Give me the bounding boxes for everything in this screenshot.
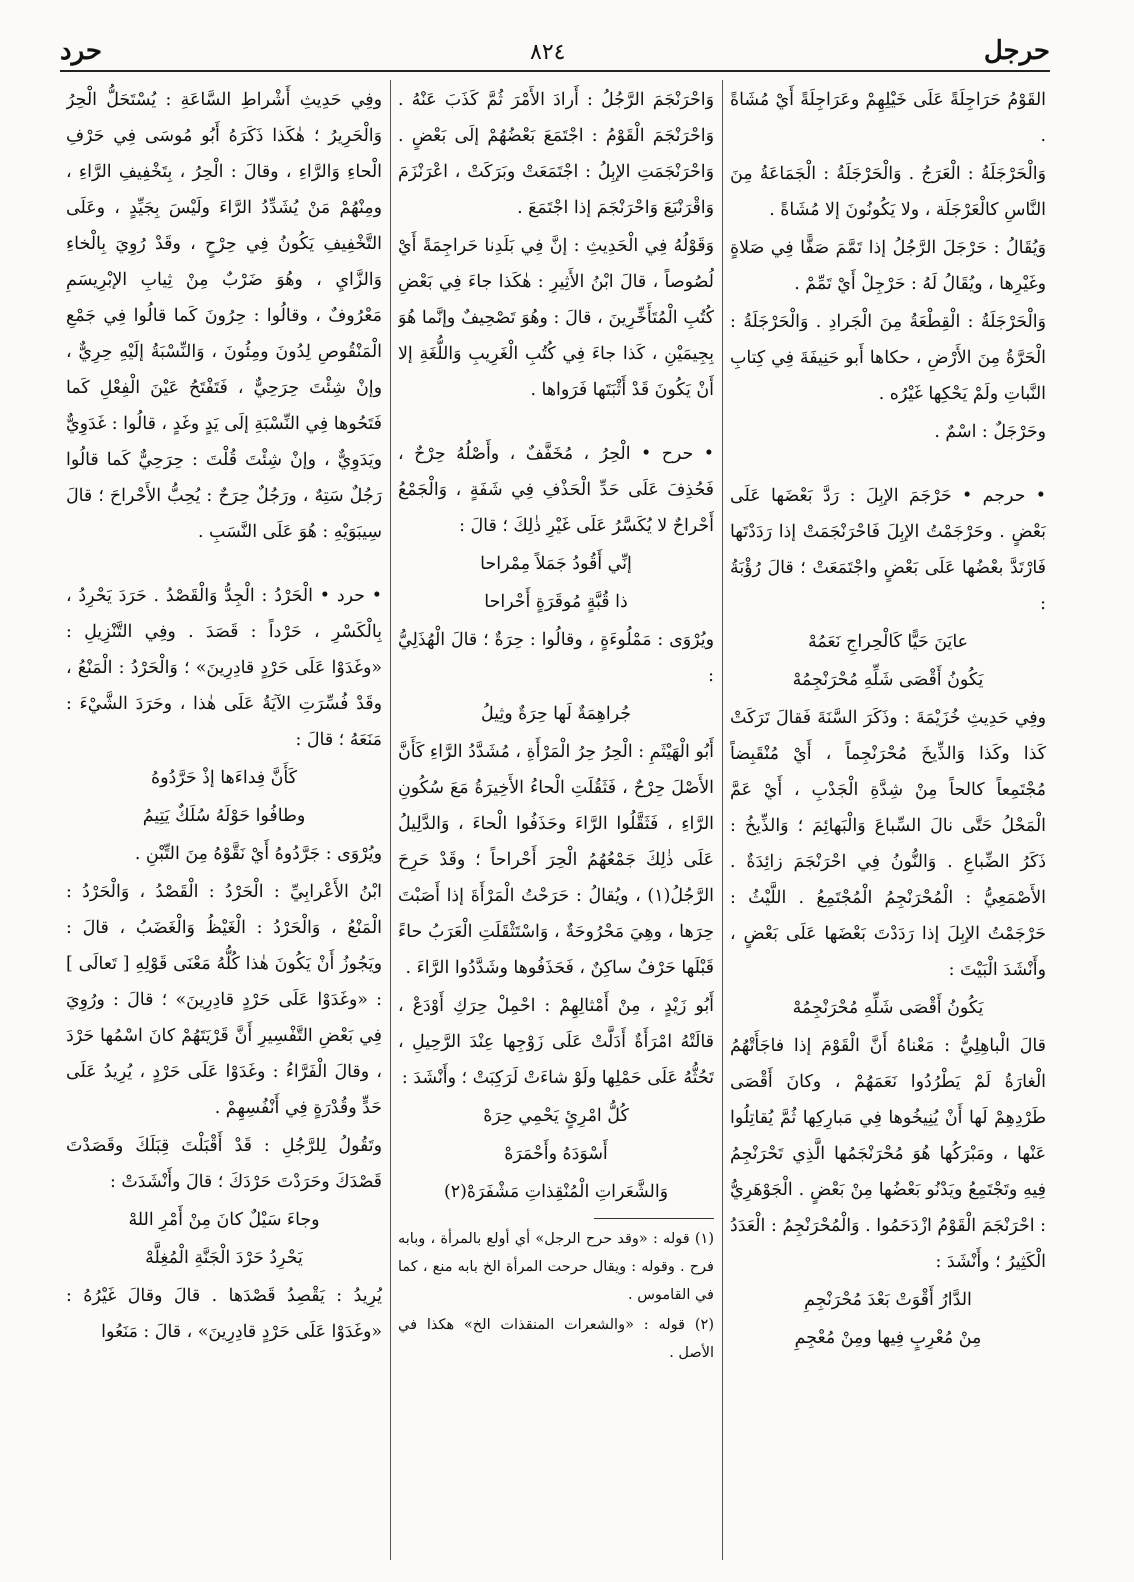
verse-line: عايَنَ حَيًّا كَالْحِراجِ نَعَمُهْ bbox=[808, 632, 968, 652]
entry-harad: • حرد • الْحَرْدُ : الْجِدُّ وَالْقَصْدُ . حَرَدَ يَحْرِدُ ، بِالْكَسْرِ ، حَرْداً : قَصَدَ . وفِي التَّنْزِيلِ : «وغَدَوْا عَلَى حَرْدٍ قادِرِينَ» ؛ وَالْحَرْدُ : الْمَنْعُ ، وقَدْ فُسِّرَتِ الآيَةُ عَلَى هٰذا ، وحَرَدَ الشَّيْءَ : مَنَعَهُ ؛ قالَ : bbox=[66, 586, 382, 750]
column-right bbox=[730, 82, 1046, 1572]
paragraph: وَاحْرَنْجَمَ الرَّجُلُ : أَرادَ الأَمْرَ ثُمَّ كَذَبَ عَنْهُ . وَاحْرَنْجَمَ الْقَوْمُ : اجْتَمَعَ بَعْضُهُمْ إلَى بَعْضٍ . وَاحْرَنْجَمَتِ الإبِلُ : اجْتَمَعَتْ وبَرَكَتْ ، اعْرَنْزَمَ وَاقْرَنْبَعَ وَاحْرَنْجَمَ إذا اجْتَمَعَ . bbox=[398, 90, 714, 218]
verse-line: يَحْرِدُ حَرْدَ الْجَنَّةِ الْمُغِلَّهْ bbox=[145, 1248, 303, 1268]
verse-line: يَكُونُ أَقْصَى شَلِّهِ مُحْرَنْجِمُهْ bbox=[792, 998, 984, 1018]
verse-line: يَكُونُ أَقْصَى شَلِّهِ مُحْرَنْجِمُهْ bbox=[792, 670, 984, 690]
paragraph: ويُرْوَى : مَمْلُوءَةٍ ، وقالُوا : حِرَةٌ ؛ قالَ الْهُذَلِيُّ : bbox=[398, 630, 714, 686]
paragraph: وَقَوْلُهُ فِي الْحَدِيثِ : إنَّ فِي بَلَدِنا حَراجِمَةً أَيْ لُصُوصاً ، قالَ ابْنُ الأَثِيرِ : هٰكَذا جاءَ فِي بَعْضِ كُتُبِ الْمُتَأَخِّرِينَ ، قالَ : وهُوَ تَصْحِيفٌ وإنَّما هُوَ بِجِيمَيْنِ ، كَذا جاءَ فِي كُتُبِ الْغَرِيبِ وَاللُّغَةِ إلا أَنْ يَكُونَ قَدْ أَثْبَتَها فَرَواها . bbox=[398, 236, 714, 400]
verse-line: كُلُّ امْرِئٍ يَحْمِي حِرَهْ bbox=[483, 1106, 629, 1126]
column-left bbox=[66, 82, 382, 1572]
paragraph: وَيُقَالُ : حَرْجَلَ الرَّجُلُ إذا تَمَّمَ صَفًّا فِي صَلاةٍ وغَيْرِها ، ويُقَالُ لَهُ : حَرْجِلْ أَيْ تَمِّمْ . bbox=[730, 238, 1046, 294]
paragraph: ابْنُ الأَعْرابِيِّ : الْحَرْدُ : الْقَصْدُ ، وَالْحَرْدُ : الْمَنْعُ ، وَالْحَرْدُ : الْغَيْظُ وَالْغَضَبُ ، قالَ : ويَجُوزُ أَنْ يَكُونَ هٰذا كُلُّهُ مَعْنَى قَوْلِهِ [ تَعالَى ] : «وغَدَوْا عَلَى حَرْدٍ قادِرِينَ» ؛ قالَ : ورُوِيَ فِي بَعْضِ التَّفْسِيرِ أَنَّ قَرْيَتَهُمْ كانَ اسْمُها حَرْدَ ، وقالَ الْفَرَّاءُ : وغَدَوْا عَلَى حَرْدٍ ، يُرِيدُ عَلَى حَدٍّ وقُدْرَةٍ فِي أَنْفُسِهِمْ . bbox=[66, 882, 382, 1118]
paragraph: أَبُو الْهَيْثَمِ : الْحِرُ حِرُ الْمَرْأَةِ ، مُشَدَّدُ الرَّاءِ كَأَنَّ الأَصْلَ حِرْحٌ ، فَثَقُلَتِ الْحاءُ الأَخِيرَةُ مَعَ سُكُونِ الرَّاءِ ، فَثَقَّلُوا الرَّاءَ وحَذَفُوا الْحاءَ ، وَالدَّلِيلُ عَلَى ذٰلِكَ جَمْعُهُمُ الْحِرَ أَحْراحاً ؛ وقَدْ حَرِحَ الرَّجُلُ(١) ، ويُقالُ : حَرَحْتُ الْمَرْأَةَ إذا أَصَبْتَ حِرَها ، وهِيَ مَحْرُوحَةٌ ، وَاسْتَثْقَلَتِ الْعَرَبُ حاءً قَبْلَها حَرْفٌ ساكِنٌ ، فَحَذَفُوها وشَدَّدُوا الرَّاءَ . bbox=[398, 742, 714, 978]
column-divider bbox=[390, 80, 391, 1560]
headword-left: حرد bbox=[60, 36, 102, 66]
verse-line: وَالشَّعَراتِ الْمُنْقِذاتِ مَشْفَرَهْ(٢) bbox=[443, 1182, 669, 1202]
footnote-rule bbox=[594, 1218, 714, 1219]
paragraph: وحَرْجَلٌ : اسْمٌ . bbox=[934, 422, 1046, 442]
header-rule bbox=[60, 70, 1050, 72]
verse-line: الدَّارُ أَقْوَتْ بَعْدَ مُحْرَنْجِمِ bbox=[804, 1290, 972, 1310]
verse-line: أَسْوَدَهُ وأَحْمَرَهْ bbox=[504, 1144, 608, 1164]
verse-line: مِنْ مُعْرِبٍ فِيها ومِنْ مُعْجِمِ bbox=[794, 1328, 982, 1348]
verse-line: وطافُوا حَوْلَهُ سُلَكٌ يَتِيمُ bbox=[142, 806, 306, 826]
paragraph: أَبُو زَيْدٍ ، مِنْ أَمْثالِهِمْ : احْمِلْ حِرَكِ أَوْدَعْ ، قالَتْهُ امْرَأَةٌ أَدَلَّتْ عَلَى زَوْجِها عِنْدَ الرَّحِيلِ ، تَحُثُّهُ عَلَى حَمْلِها ولَوْ شاءَتْ لَرَكِبَتْ ؛ وأَنْشَدَ : bbox=[398, 996, 714, 1088]
column-divider bbox=[722, 80, 723, 1560]
paragraph: وَالْحَرْجَلَةُ : الْقِطْعَةُ مِنَ الْجَرادِ . وَالْحَرْجَلَةُ : الْحَرَّةُ مِنَ الأَرْضِ ، حكاها أَبو حَنِيفَةَ فِي كِتابِ النَّباتِ ولَمْ يَحْكِها غَيْرُه . bbox=[730, 312, 1046, 404]
footnote: (٢) قوله : «والشعرات المنقذات الخ» هكذا في الأصل . bbox=[398, 1317, 714, 1361]
page-header bbox=[60, 30, 1050, 70]
verse-line: جُراهِمَةٌ لَها حِرَةٌ وثِيلُ bbox=[480, 704, 632, 724]
paragraph: وفِي حَدِيثِ خُزَيْمَةَ : وذَكَرَ السَّنَةَ فَقالَ تَرَكَتْ كَذا وكَذا وَالذِّيخَ مُحْرَنْجِماً ، أَيْ مُنْقَبِضاً مُجْتَمِعاً كالحاً مِنْ شِدَّةِ الْجَدْبِ ، أَيْ عَمَّ الْمَحْلُ حَتَّى نالَ السِّباعَ وَالْبَهائِمَ ؛ وَالذِّيخُ : ذَكَرُ الضِّباعِ . وَالنُّونُ فِي احْرَنْجَمَ زائِدَةٌ . الأَصْمَعِيُّ : الْمُحْرَنْجِمُ الْمُجْتَمِعُ . اللَّيْثُ : حَرْجَمْتُ الإبِلَ إذا رَدَدْتَ بَعْضَها عَلَى بَعْضٍ ، وأَنْشَدَ الْبَيْتَ : bbox=[730, 708, 1046, 980]
paragraph: قالَ الْباهِلِيُّ : مَعْناهُ أَنَّ الْقَوْمَ إذا فاجَأَتْهُمُ الْغارَةُ لَمْ يَطْرُدُوا نَعَمَهُمْ ، وكانَ أَقْصَى طَرْدِهِمْ لَها أَنْ يُنِيخُوها فِي مَبارِكِها ثُمَّ يُقاتِلُوا عَنْها ، ومَبْرَكُها هُوَ مُحْرَنْجَمُها الَّذِي تَحْرَنْجِمُ فِيهِ وتَجْتَمِعُ ويَدْنُو بَعْضُها مِنْ بَعْضٍ . الْجَوْهَرِيُّ : احْرَنْجَمَ الْقَوْمُ ازْدَحَمُوا . وَالْمُحْرَنْجِمُ : الْعَدَدُ الْكَثِيرُ ؛ وأَنْشَدَ : bbox=[730, 1036, 1046, 1272]
paragraph: يُرِيدُ : يَقْصِدُ قَصْدَها . قالَ وقالَ غَيْرُهُ : «وغَدَوْا عَلَى حَرْدٍ قادِرِينَ» ، قالَ : مَنَعُوا bbox=[66, 1286, 382, 1342]
verse-line: ذا قُبَّةٍ مُوقَرَةٍ أَحْراحا bbox=[484, 592, 628, 612]
column-middle bbox=[398, 82, 714, 1572]
paragraph: وفِي حَدِيثِ أَشْراطِ السَّاعَةِ : يُسْتَحَلُّ الْحِرُ وَالْحَرِيرُ ؛ هٰكَذا ذَكَرَهُ أَبُو مُوسَى فِي حَرْفِ الْحاءِ وَالرَّاءِ ، وقالَ : الْحِرُ ، بِتَخْفِيفِ الرَّاءِ ، ومِنْهُمْ مَنْ يُشَدِّدُ الرَّاءَ ولَيْسَ بِجَيِّدٍ ، وعَلَى التَّخْفِيفِ يَكُونُ فِي حِرْحٍ ، وقَدْ رُوِيَ بِالْخاءِ وَالزَّايِ ، وهُوَ ضَرْبٌ مِنْ ثِيابِ الإبْرِيسَمِ مَعْرُوفٌ ، وقالُوا : حِرُونَ كَما قالُوا فِي جَمْعِ الْمَنْقُوصِ لِدُونَ ومِئُونَ ، وَالنِّسْبَةُ إلَيْهِ حِرِيٌّ ، وإنْ شِئْتَ حِرَحِيٌّ ، فَتَفْتَحُ عَيْنَ الْفِعْلِ كَما فَتَحُوها فِي النِّسْبَةِ إلَى يَدٍ وغَدٍ ، قالُوا : غَدَوِيٌّ ويَدَوِيٌّ ، وإنْ شِئْتَ قُلْتَ : حِرَحِيٌّ كَما قالُوا رَجُلٌ سَتِهٌ ، ورَجُلٌ حِرَحٌ : يُحِبُّ الأَحْراحَ ؛ قالَ سِيبَوَيْهِ : هُوَ عَلَى النَّسَبِ . bbox=[66, 90, 382, 542]
verse-line: كَأَنَّ فِداءَها إذْ حَرَّدُوهُ bbox=[150, 768, 298, 788]
page-number: ٨٢٤ bbox=[530, 40, 566, 65]
entry-harjam: • حرجم • حَرْجَمَ الإبِلَ : رَدَّ بَعْضَها عَلَى بَعْضٍ . وحَرْجَمْتُ الإبِلَ فَاحْرَنْجَمَتْ إذا رَدَدْتَها فَارْتَدَّ بعْضُها عَلَى بَعْضٍ واجْتَمَعَتْ ؛ قالَ رُؤْبَةُ : bbox=[730, 486, 1046, 614]
paragraph: ويُرْوَى : جَرَّدُوهُ أَيْ نَقَّوْهُ مِنَ التِّبْنِ . bbox=[134, 844, 382, 864]
verse-line: وجاءَ سَيْلٌ كانَ مِنْ أَمْرِ اللهْ bbox=[128, 1210, 320, 1230]
footnote: (١) قوله : «وقد حرح الرجل» أي أولع بالمرأة ، وبابه فرح . وقوله : ويقال حرحت المرأة الخ بابه منع ، كما في القاموس . bbox=[398, 1231, 714, 1303]
verse-line: إنِّي أَقُودُ جَمَلاً مِمْراحا bbox=[480, 554, 632, 574]
headword-right: حرجل bbox=[983, 36, 1050, 66]
paragraph: وَالْحَرْجَلَةُ : الْعَرَجُ . وَالْحَرْجَلَةُ : الْجَمَاعَةُ مِنَ النَّاسِ كالْعَرْجَلَة ، ولا يَكُونُونَ إلا مُشَاةً . bbox=[730, 164, 1046, 220]
paragraph: القَوْمُ حَرَاجِلَةً عَلَى خَيْلِهِمْ وعَرَاجِلَةً أَيْ مُشَاةً . bbox=[730, 90, 1046, 146]
entry-harah: • حرح • الْحِرُ ، مُخَفَّفٌ ، وأَصْلُهُ حِرْحٌ ، فَحُذِفَ عَلَى حَدِّ الْحَذْفِ فِي شَفَةٍ ، وَالْجَمْعُ أَحْراحٌ لا يُكَسَّرُ عَلَى غَيْرِ ذٰلِكَ ؛ قالَ : bbox=[398, 444, 714, 536]
paragraph: وتَقُولُ لِلرَّجُلِ : قَدْ أَقْبَلْتَ قِبَلَكَ وقَصَدْتَ قَصْدَكَ وحَرَدْتَ حَرْدَكَ ؛ قالَ وأَنْشَدَتْ : bbox=[66, 1136, 382, 1192]
